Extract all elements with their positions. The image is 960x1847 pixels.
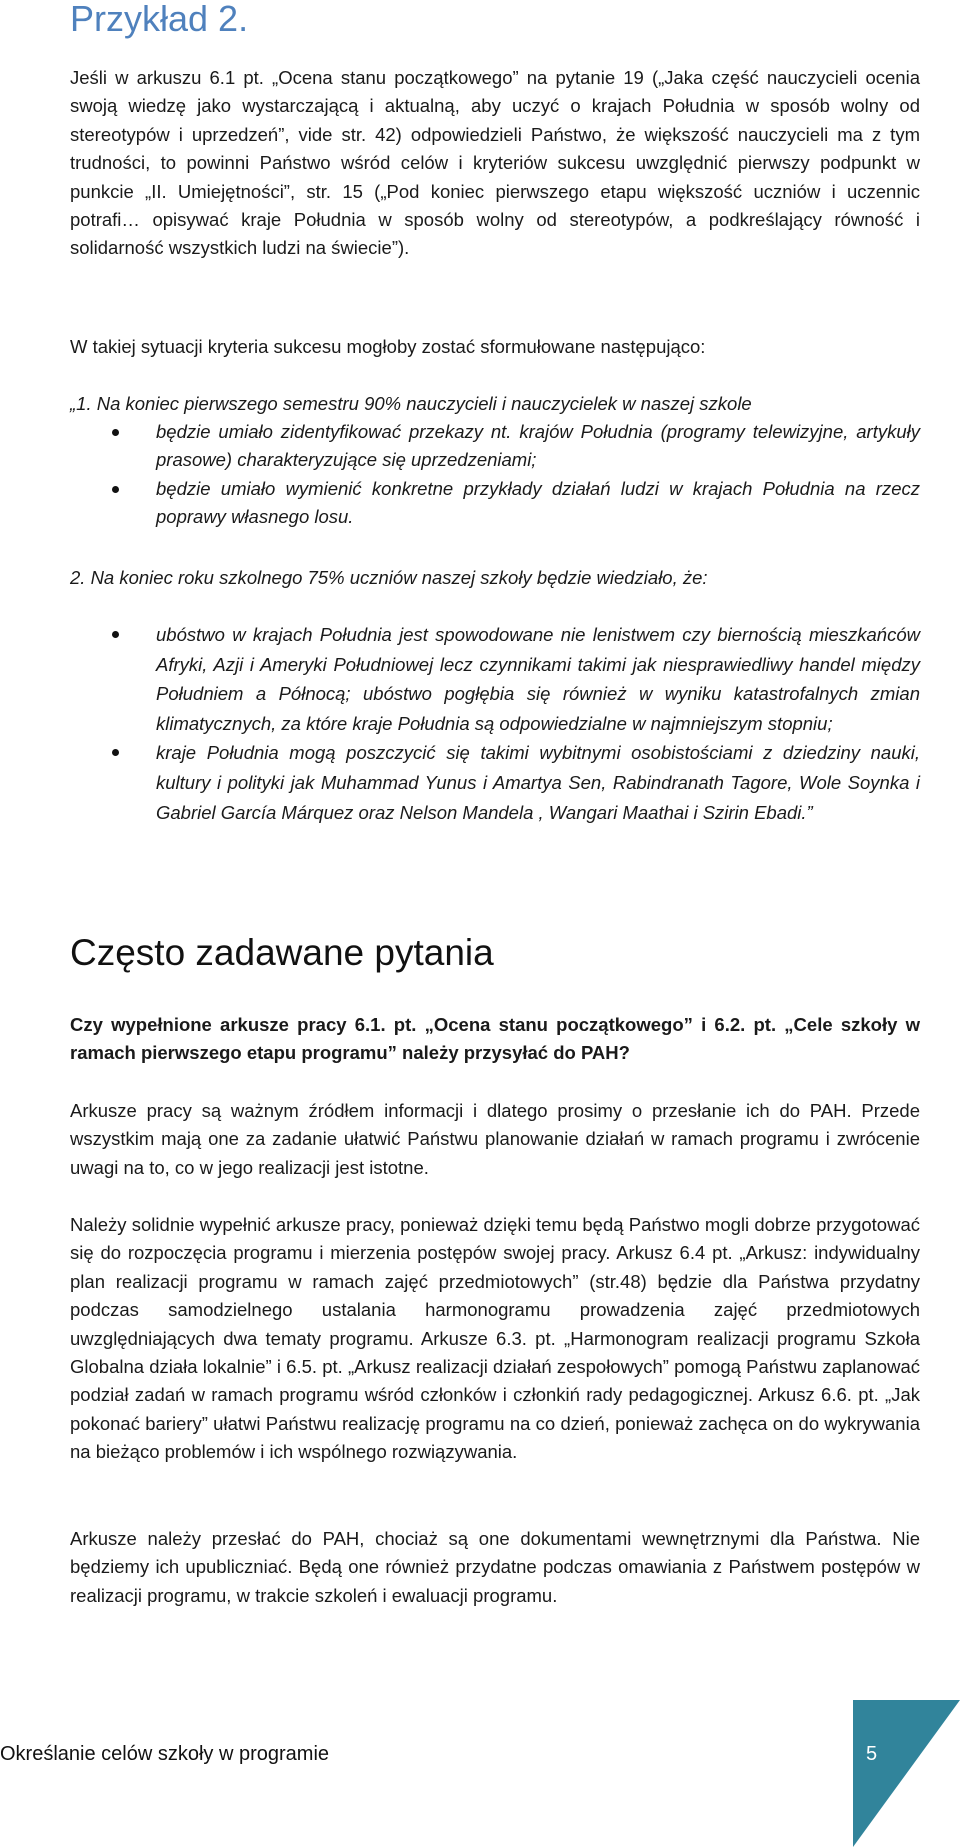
faq-paragraph-2: Należy solidnie wypełnić arkusze pracy, ponieważ dzięki temu będą Państwo mogli dobrze przygotować się do rozpoczęcia programu i mierzenia postępów swojej pracy. Arkusz 6.4 pt. „Arkusz: indywidualny plan realizacji programu w ramach zajęć przedmiotowych” (str.48) będzie dla Państwa przydatny podczas samodzielnego ustalania harmonogramu prowadzenia zajęć przedmiotowych uwzględniających dwa tematy programu. Arkusze 6.3. pt. „Harmonogram realizacji programu Szkoła Globalna działa lokalnie” i 6.5. pt. „Arkusz realizacji działań zespołowych” pomogą Państwu zaplanować podział zadań w ramach programu wśród członków i członkiń rady pedagogicznej. Arkusz 6.6. pt. „Jak pokonać bariery” ułatwi Państwu realizację programu na co dzień, ponieważ zachęca on do wykrywania na bieżąco problemów i ich wspólnego rozwiązywania. <box>70 1214 920 1463</box>
criteria-intro: W takiej sytuacji kryteria sukcesu mogłoby zostać sformułowane następująco: <box>70 336 706 357</box>
bullet-icon <box>112 429 119 436</box>
page-corner-decoration <box>853 1700 960 1847</box>
bullet-icon <box>112 631 119 638</box>
list-item-text: kraje Południa mogą poszczycić się takimi wybitnymi osobistościami z dziedziny nauki, kultury i polityki jak Muhammad Yunus i Amartya Sen, Rabindranath Tagore, Wole Soynka i Gabriel García Márquez oraz Nelson Mandela , Wangari Maathai i Szirin Ebadi.” <box>156 742 920 823</box>
faq-paragraph-1: Arkusze pracy są ważnym źródłem informacji i dlatego prosimy o przesłanie ich do PAH. Przede wszystkim mają one za zadanie ułatwić Państwu planowanie działań w ramach programu i zwrócenie uwagi na to, co w jego realizacji jest istotne. <box>70 1100 920 1178</box>
faq-heading: Często zadawane pytania <box>70 932 494 973</box>
footer-title: Określanie celów szkoły w programie <box>0 1743 330 1765</box>
criterion-1: „1. Na koniec pierwszego semestru 90% nauczycieli i nauczycielek w naszej szkole <box>70 393 752 414</box>
bullet-icon <box>112 486 119 493</box>
example-heading: Przykład 2. <box>70 0 249 39</box>
criterion-1-list <box>70 418 920 532</box>
corner-triangle-icon <box>853 1700 960 1847</box>
faq-paragraph-3: Arkusze należy przesłać do PAH, chociaż są one dokumentami wewnętrznymi dla Państwa. Nie będziemy ich upubliczniać. Będą one również przydatne podczas omawiania z Państwem postępów w realizacji programu, w trakcie szkoleń i ewaluacji programu. <box>70 1528 920 1606</box>
list-item-text: będzie umiało zidentyfikować przekazy nt. krajów Południa (programy telewizyjne, artykuły prasowe) charakteryzujące się uprzedzeniami; <box>156 421 920 471</box>
page-number: 5 <box>866 1743 878 1765</box>
criterion-2-list <box>70 620 920 827</box>
list-item-text: będzie umiało wymienić konkretne przykłady działań ludzi w krajach Południa na rzecz poprawy własnego losu. <box>156 477 920 528</box>
faq-question: Czy wypełnione arkusze pracy 6.1. pt. „Ocena stanu początkowego” i 6.2. pt. „Cele szkoły w ramach pierwszego etapu programu” należy przysyłać do PAH? <box>70 1014 920 1064</box>
bullet-icon <box>112 749 119 756</box>
list-item-text: ubóstwo w krajach Południa jest spowodowane nie lenistwem czy biernością mieszkańców Afryki, Azji i Ameryki Południowej lecz czynnikami takimi jak niesprawiedliwy handel między Południem a Północą; ubóstwo pogłębia się również w wyniku katastrofalnych zmian klimatycznych, za które kraje Południa są odpowiedzialne w najmniejszym stopniu; <box>156 624 920 734</box>
list-item <box>70 620 920 738</box>
intro-paragraph: Jeśli w arkuszu 6.1 pt. „Ocena stanu początkowego” na pytanie 19 („Jaka część nauczycieli ocenia swoją wiedzę jako wystarczającą i aktualną, aby uczyć o krajach Południa w sposób wolny od stereotypów i uprzedzeń”, vide str. 42) odpowiedzieli Państwo, że większość nauczycieli ma z tym trudności, to powinni Państwo wśród celów i kryteriów sukcesu uwzględnić pierwszy podpunkt w punkcie „II. Umiejętności”, str. 15 („Pod koniec pierwszego etapu większość uczniów i uczennic potrafi… opisywać kraje Południa w sposób wolny od stereotypów, a podkreślający równość i solidarność wszystkich ludzi na świecie”). <box>70 67 920 259</box>
list-item <box>70 475 920 532</box>
list-item <box>70 738 920 827</box>
list-item <box>70 418 920 475</box>
criterion-2: 2. Na koniec roku szkolnego 75% uczniów naszej szkoły będzie wiedziało, że: <box>70 567 708 588</box>
